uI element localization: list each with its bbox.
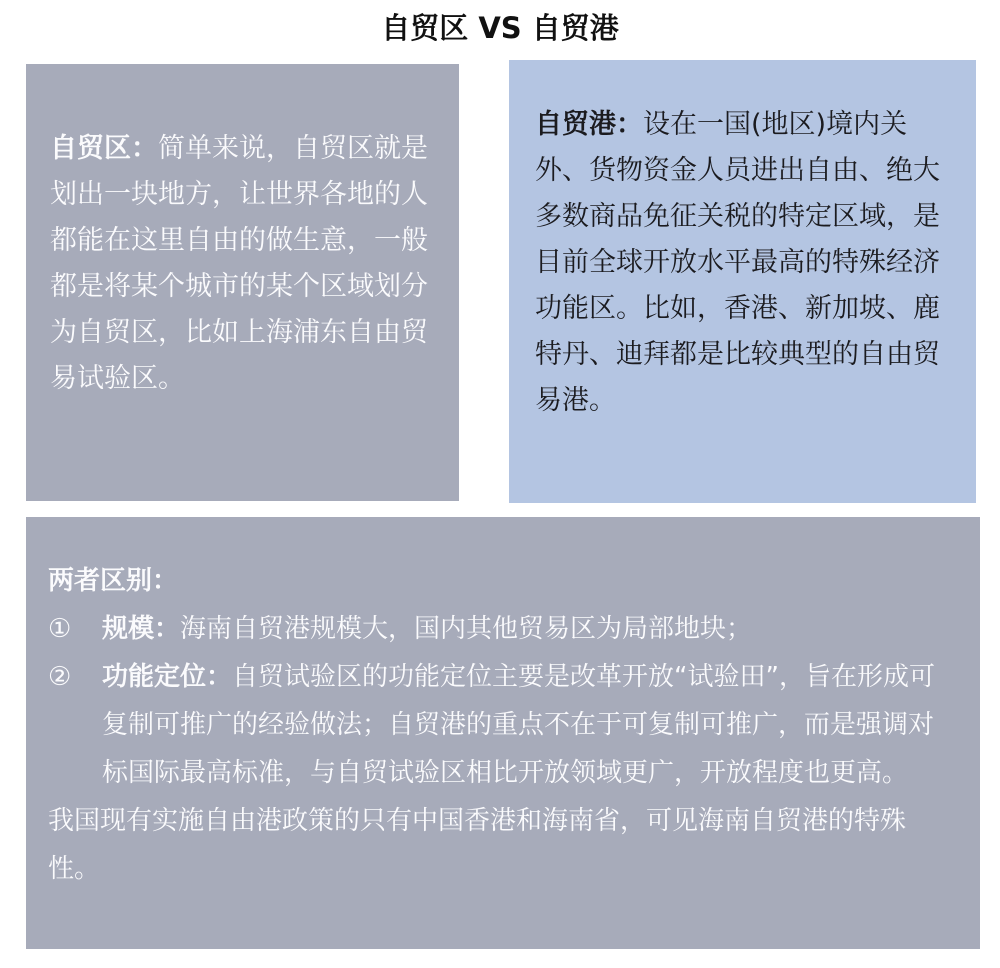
difference-item-text: 自贸试验区的功能定位主要是改革开放“试验田”，旨在形成可复制可推广的经验做法；自贸港的重点不在于可复制可推广，而是强调对标国际最高标准，与自贸试验区相比开放领域更广，开放程度也更高。: [102, 662, 935, 788]
difference-item-function: [48, 653, 950, 797]
ftp-description: 设在一国(地区)境内关外、货物资金人员进出自由、绝大多数商品免征关税的特定区域，是目前全球开放水平最高的特殊经济功能区。比如，香港、新加坡、鹿特丹、迪拜都是比较典型的自由贸易港。: [535, 109, 940, 416]
ftz-definition-panel: [26, 64, 459, 501]
ftz-description: 简单来说，自贸区就是划出一块地方，让世界各地的人都能在这里自由的做生意，一般都是将某个城市的某个区域划分为自贸区，比如上海浦东自由贸易试验区。: [50, 133, 428, 394]
difference-panel: [26, 517, 980, 949]
difference-heading: 两者区别：: [48, 566, 179, 596]
circled-number-1: ①: [48, 614, 72, 644]
difference-item-scale: [48, 605, 950, 653]
difference-item-term: 规模：: [102, 614, 181, 644]
difference-item-body: [102, 653, 950, 797]
ftz-term: 自贸区：: [50, 133, 158, 164]
difference-item-body: [102, 605, 950, 653]
difference-item-text: 海南自贸港规模大，国内其他贸易区为局部地块；: [180, 614, 753, 644]
circled-number-2: ②: [48, 662, 72, 692]
ftp-definition-panel: [509, 60, 976, 503]
difference-conclusion: 我国现有实施自由港政策的只有中国香港和海南省，可见海南自贸港的特殊性。: [48, 806, 907, 884]
ftp-term: 自贸港：: [535, 109, 643, 140]
difference-item-term: 功能定位：: [102, 662, 233, 692]
page-title: 自贸区 VS 自贸港: [381, 11, 619, 45]
